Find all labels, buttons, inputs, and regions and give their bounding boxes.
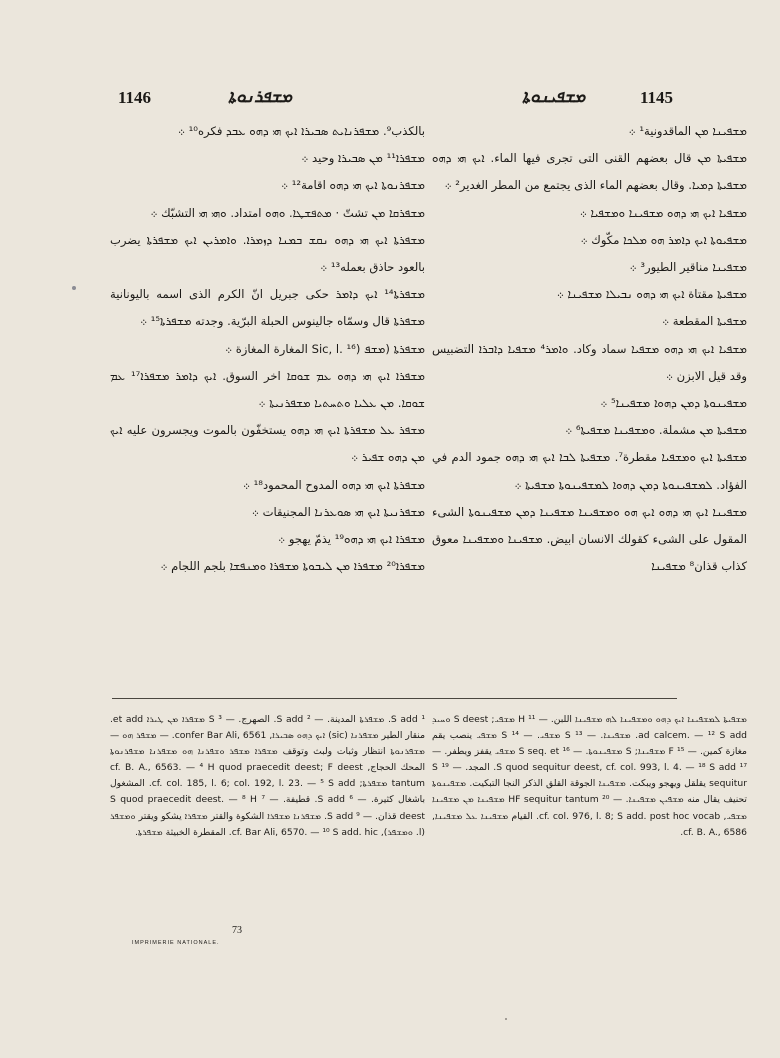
left-column <box>110 118 425 580</box>
entry: ܡܫܦܝܢܘܬܐ ܕܡܢ ܕܗܘܐ ܡܫܦܝܢܐ⁵ ܀ <box>600 396 747 411</box>
entry: ܡܫܦܝܬܐ ܡܢ قال بعضهم القنى التى تجرى فيها الماء. ܐܝܟ ܗܝ ܕܗܘ ܡܫܦܝܬܐ ܕܡܝܐ. وقال بعضهم الماء الذى يجتمع من المطر الغدير² ܀ <box>432 151 747 193</box>
right-column <box>432 118 747 580</box>
entry: ܡܫܦܝܘܬܐ ܐܝܟ ܕܐܡܪ ܗܘ ܡܠܟܐ مكّوك ܀ <box>580 232 747 247</box>
entry: ܡܫܦܪܢܝܬܐ ܐܝܟ ܗܝ ܣܘܥܪܢܐ المجنيقات ܀ <box>251 504 425 519</box>
entry: ܡܫܦܝܬܐ ܡܢ مشملة. ܘܡܫܦܝܢܐ ܡܫܦܝܬܐ⁶ ܀ <box>565 423 747 438</box>
page-number-right: 1145 <box>640 88 674 107</box>
entry: ܡܫܦܪܢܘܬܐ ܐܝܟ ܗܝ ܕܗܘ اقامة¹² ܀ <box>281 178 425 193</box>
entry: ܡܫܦܝܬܐ مقتاة ܐܝܟ ܗܝ ܕܗܘ ܢܒܝܠܐ ܡܫܦܝܢܐ ܀ <box>556 287 747 302</box>
page-header <box>0 88 780 114</box>
left-footnotes <box>110 712 425 841</box>
entry: ܡܫܦܪܬܐ ܐܝܟ ܗܝ ܕܗܘ ܢܩܫ ܒܡܢܐ ܕܙܡܪܐ. ܘܐܡܪܝܢ ܐܝܟ ܡܫܦܪܬܐ يضرب بالعود حاذق بعمله¹³ ܀ <box>110 232 425 275</box>
entry: ܡܫܦܝܬܐ المقطعة ܀ <box>662 314 747 329</box>
printer-imprint: IMPRIMERIE NATIONALE. <box>132 940 220 946</box>
running-head-right: ܡܫܦܝܢܘܬܐ <box>522 87 586 107</box>
entry: ܡܫܦܪܐ ܐܝܟ ܗܝ ܕܗܘ ܥܡ ܫܘܩܐ اخر السوق. ܐܝܟ ܕܐܡܪ ܡܫܦܪܐ¹⁷ ܥܡ ܫܘܩܐ. ܡܢ ܥܠܝܐ ܘܬܚܬܝܐ ܡܫܦܪܢܝܬܐ ܀ <box>110 368 426 411</box>
signature-mark: 73 <box>232 925 242 936</box>
entry: ܡܫܦܝܢܐ ܐܝܟ ܗܝ ܕܗܘ ܐܝܟ ܗܘ ܘܡܫܦܝܢܐ ܡܫܦܝܢܐ ܕܡܢ ܡܫܦܝܢܘܬܐ الشىء المقول على الشىء كقولك الانسان ابيض. ܡܫܦܝܢܐ ܘܡܫܦܝܢܐ معوق كذاب قذان⁸ ܡܫܦܝܢܐ <box>432 504 747 574</box>
entry: ܡܫܦܪܩܐ ܡܢ تشتّ · ܡܬܦܫܛܐ. ܘܗܘ امتداد. ܘܗܝ ܗܝ التشبّك ܀ <box>150 205 425 220</box>
entry: ܡܫܦܝܐ ܐܝܟ ܗܝ ܕܗܘ ܡܫܦܝܢܐ ܘܡܫܦܝܐ ܀ <box>579 205 747 220</box>
entry: ܡܫܦܝܢܐ ܡܢ الماقدونية¹ ܀ <box>628 124 747 138</box>
entry: ܡܫܦܝܢܐ مناقير الطيور³ ܀ <box>629 260 747 275</box>
entry: ܡܫܦܪܐ²⁰ ܡܫܦܪܐ ܡܢ ܠܝܒܘܬܐ ܡܫܦܪܐ ܘܡܢܦܫܐ بلجم اللجام ܀ <box>160 559 425 574</box>
ink-speck <box>72 286 76 290</box>
footnote-block: ܡܫܦܝܬܐ ܠܡܫܦܝܢܐ ܐܝܟ ܕܗܘ ܘܡܫܦܝܢܐ ܠܗ ܡܫܦܝܢܐ اللبن. — ¹¹ H ܡܫܦܝ; S deest ܘܚܝܕ ad calcem. — ¹² S add. ܡܫܦܝܢܐ. — ¹³ S ܡܫܦܝ. — ¹⁴ S ܡܫܦܝ ينصب يقم مغازة كمين. — ¹⁵ F ܡܫܦܝܢܐ; S ܡܫܦܝܢܘܬܐ. — ¹⁶ S seq. et ܡܫܦܝ يقفز ويطفر. — ¹⁷ S quod sequitur deest, cf. col. 993, l. 4. — ¹⁸ S add. المجد. — ¹⁹ S sequitur يقلقل ويهجو ويبكت. ܡܫܦܝܢܐ الجوقة القلق الذكر النجا التبكيت. ܡܫܦܝܢܘܬܐ تحنيف يقال منه ܡܫܦܝܢ ܡܫܦܝܢܐ. — ²⁰ HF sequitur tantum ܡܫܦܝܢܐ ܡܢ ܡܫܦܝܢܐ ܡܫܦܝ, cf. col. 976, l. 8; S add. post hoc vocab. القيام ܡܫܦܝܢܐ ܥܠ ܡܫܦܝܢܐ, cf. B. A., 6586. <box>432 714 748 838</box>
entry: ܡܫܦܪܐ ܐܝܟ ܗܝ ܕܗܘ¹⁹ يذمّ يهجو ܀ <box>278 532 425 547</box>
entry: ܡܫܦܪܬܐ¹⁴ ܐܝܟ ܕܐܡܪ حكى جبريل انّ الكرم الذى اسمه باليونانية ܡܫܦܪܬܐ قال وسمّاه جالينوس الحبلة البرّية. وجدته ܡܫܦܪܬܐ¹⁵ ܀ <box>110 287 425 329</box>
footnote-block: ¹ S add. ܡܫܦܪܬܐ المدينة. — ² S add. الصهرج. — ³ S ܡܫܦܪܐ ܡܢ ܛܝܪܐ et add. منقار الطير ܡܫܦܪܢܐ (sic) ܐܝܟ ܕܗܘ ܣܒܝܪܐ, confer Bar Ali, 6561. — ܡܫܦܪ ܗܘ — ܡܫܦܪܢܘܬܐ انتظار وثبات ولبث وتوقف ܡܫܦܪܐ ܡܫܦܪ ܘܫܦܪܢܐ ܗܘ ܡܫܦܪܢܐ ܡܫܦܪܢܘܬܐ المحك الحجاج, cf. B. A., 6563. — ⁴ H quod praecedit deest; F deest tantum ܡܫܦܪܬܐ; cf. col. 185, l. 6; col. 192, l. 23. — ⁵ S add. المشغول باشغال كثيرة. — ⁶ S add. قطيفة. — ⁷ S quod praecedit deest. — ⁸ H deest قذان. — ⁹ S add. ܡܫܦܪܢܐ ܡܫܦܪܐ الشكوة والقتر ܡܫܦܪܐ يشكو ويقتر ܘܡܫܦܪ (l. ܘܡܫܦܪ), cf. Bar Ali, 6570. — ¹⁰ S add. hic. المقطرة الخبيثة ܡܫܦܪܬܐ. <box>110 714 426 838</box>
entry: ܡܫܦܪܬܐ ܐܝܟ ܗܝ ܕܗܘ المدوح المحمود¹⁸ ܀ <box>242 477 425 492</box>
page-number-left: 1146 <box>118 88 152 107</box>
entry: ܡܫܦܪ ܥܠ ܡܫܦܪܬܐ ܐܝܟ ܗܝ ܕܗܘ يستخفّون بالموت ويجسرون عليه ܐܝܟ ܡܢ ܕܗܘ ܫܦܝܪ ܀ <box>110 423 425 465</box>
right-footnotes <box>432 712 747 841</box>
entry: بالكذب⁹. ܡܫܦܪܢܐܝܬ ܣܒܝܪܐ ܐܝܟ ܗܝ ܕܗܘ ܥܒܕ فكره¹⁰ ܀ <box>178 124 425 138</box>
running-head-left: ܡܫܦܪܢܘܬܐ <box>228 87 293 107</box>
entry: ܡܫܦܪܬܐ (ܡܫܦ (Sic, l. ¹⁶ المغارة المغازة ܀ <box>225 341 425 356</box>
entry: ܡܫܦܝܐ ܐܝܟ ܗܝ ܕܗܘ ܡܫܦܝܐ سماد وكاد. ܘܐܡܪ⁴ ܡܫܦܝܐ ܕܐܒܪܐ التضبيس وقد قيل الابزن ܀ <box>432 341 747 383</box>
entry: ܡܫܦܝܬܐ ܐܝܟ ܘܡܫܦܝܐ مقطرة⁷. ܡܫܦܝܬܐ ܠܒܐ ܐܝܟ ܗܝ ܕܗܘ جمود الدم في الفؤاد. ܠܡܫܦܝܢܘܬܐ ܕܡܢ ܕܗܘܐ ܠܡܫܦܝܢܘܬܐ ܡܫܦܝܬܐ ܀ <box>432 450 747 492</box>
entry: ܡܫܦܪܐ¹¹ ܡܢ ܣܒܝܪܐ وحيد ܀ <box>301 151 425 166</box>
ink-speck <box>505 1018 507 1020</box>
footnote-rule <box>112 698 677 699</box>
